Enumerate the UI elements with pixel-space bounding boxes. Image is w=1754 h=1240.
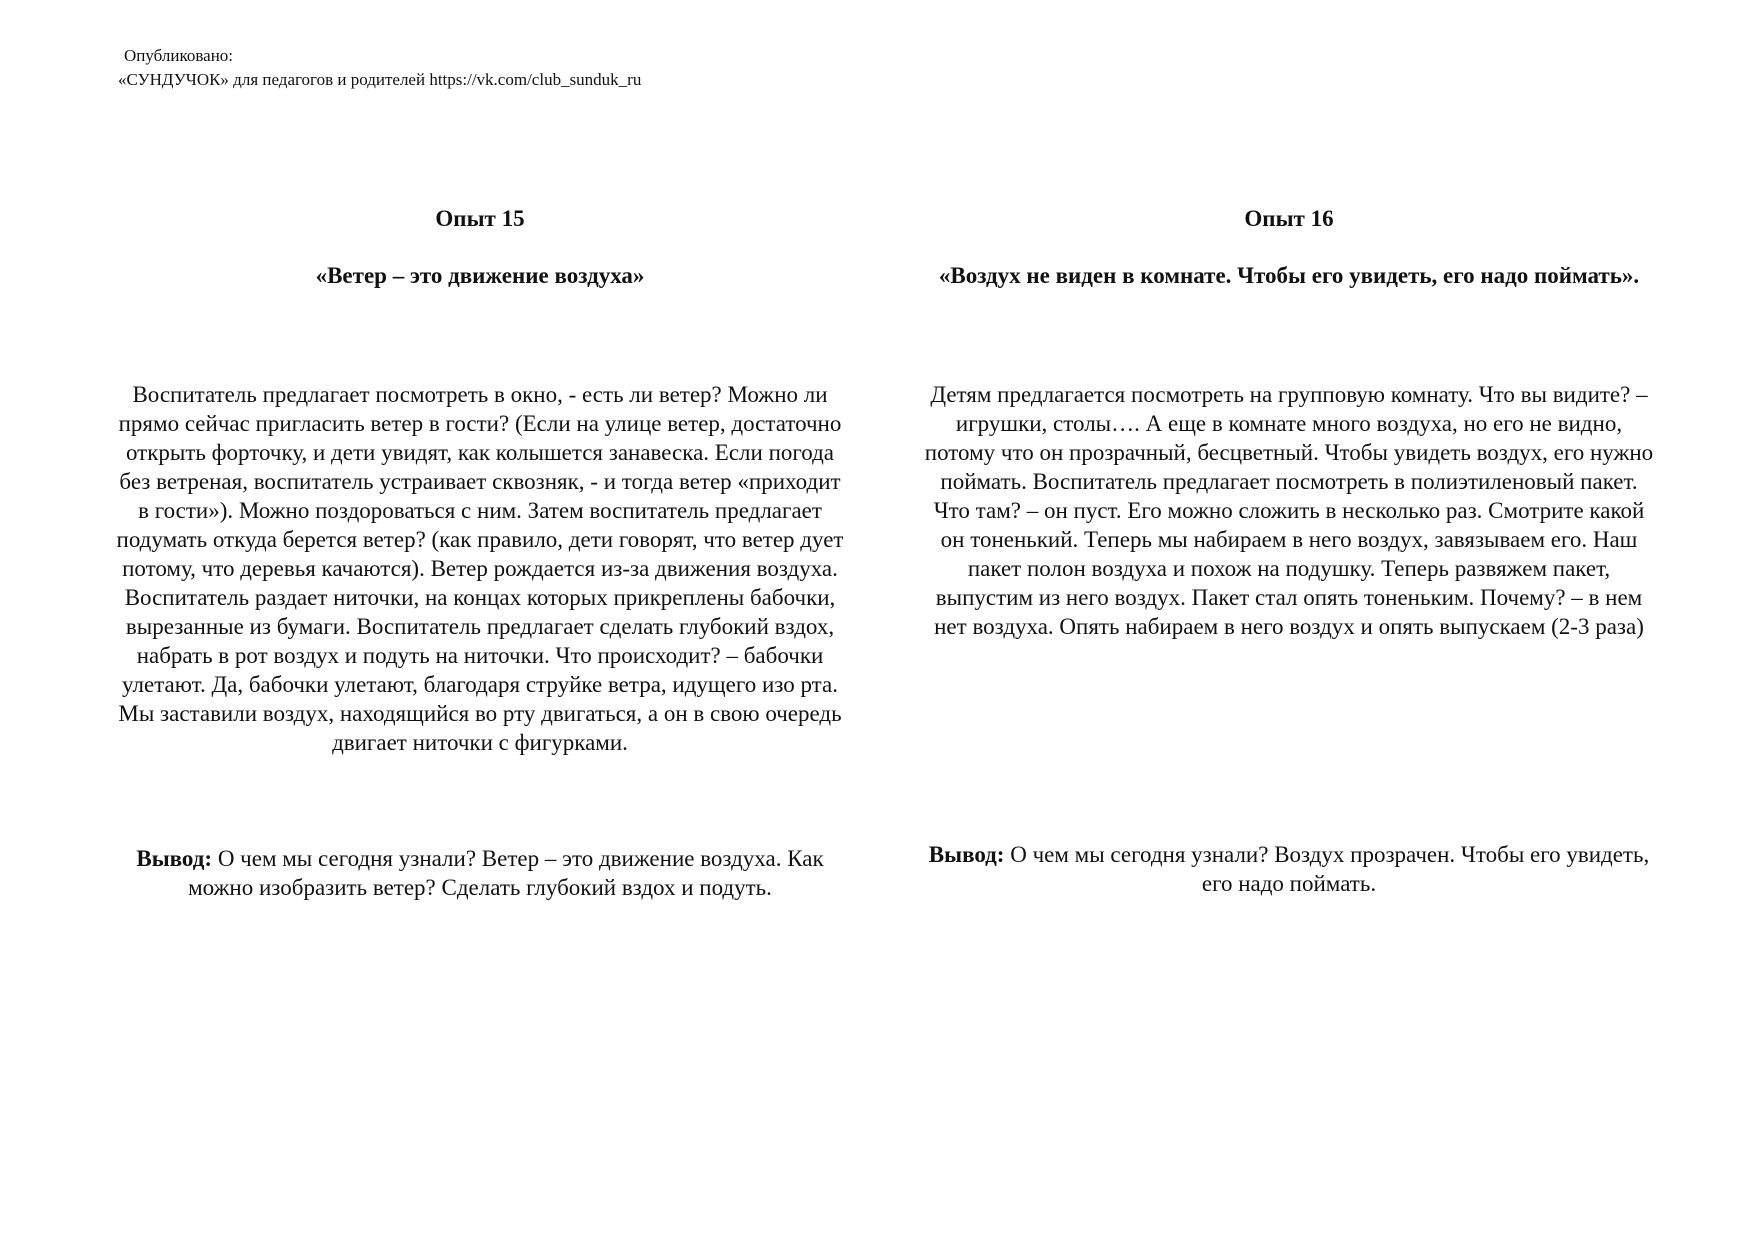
experiment-16-title: Опыт 16: [1244, 206, 1334, 231]
experiment-15-subtitle: «Ветер – это движение воздуха»: [315, 263, 645, 288]
conclusion-label: Вывод:: [136, 846, 213, 871]
publication-header: [118, 44, 641, 92]
experiment-15-column: [112, 204, 848, 900]
experiment-15-title: Опыт 15: [435, 206, 525, 231]
experiment-15-conclusion: [112, 844, 848, 902]
conclusion-label: Вывод:: [928, 842, 1005, 867]
source-line: «СУНДУЧОК» для педагогов и родителей https://vk.com/club_sunduk_ru: [118, 70, 642, 89]
conclusion-text: О чем мы сегодня узнали? Ветер – это движение воздуха. Как можно изобразить ветер? Сделать глубокий вздох и подуть.: [188, 846, 824, 900]
experiment-16-subtitle: «Воздух не виден в комнате. Чтобы его увидеть, его надо поймать».: [938, 263, 1640, 288]
experiment-16-column: [924, 204, 1654, 896]
experiment-15-body: Воспитатель предлагает посмотреть в окно, - есть ли ветер? Можно ли прямо сейчас пригласить ветер в гости? (Если на улице ветер, достаточно открыть форточку, и дети увидят, как колышется занавеска. Если погода без ветреная, воспитатель устраивает сквозняк, - и тогда ветер «приходит в гости»). Можно поздороваться с ним. Затем воспитатель предлагает подумать откуда берется ветер? (как правило, дети говорят, что ветер дует потому, что деревья качаются). Ветер рождается из-за движения воздуха. Воспитатель раздает ниточки, на концах которых прикреплены бабочки, вырезанные из бумаги. Воспитатель предлагает сделать глубокий вздох, набрать в рот воздух и подуть на ниточки. Что происходит? – бабочки улетают. Да, бабочки улетают, благодаря струйке ветра, идущего изо рта. Мы заставили воздух, находящийся во рту двигаться, а он в свою очередь двигает ниточки с фигурками.: [116, 382, 844, 755]
experiment-16-body: Детям предлагается посмотреть на групповую комнату. Что вы видите? – игрушки, столы…. А еще в комнате много воздуха, но его не видно, потому что он прозрачный, бесцветный. Чтобы увидеть воздух, его нужно поймать. Воспитатель предлагает посмотреть в полиэтиленовый пакет. Что там? – он пуст. Его можно сложить в несколько раз. Смотрите какой он тоненький. Теперь мы набираем в него воздух, завязываем его. Наш пакет полон воздуха и похож на подушку. Теперь развяжем пакет, выпустим из него воздух. Пакет стал опять тоненьким. Почему? – в нем нет воздуха. Опять набираем в него воздух и опять выпускаем (2-3 раза): [924, 382, 1654, 639]
conclusion-text: О чем мы сегодня узнали? Воздух прозрачен. Чтобы его увидеть, его надо поймать.: [1004, 842, 1650, 896]
experiment-16-conclusion: [924, 840, 1654, 898]
published-label: Опубликовано:: [124, 46, 234, 65]
